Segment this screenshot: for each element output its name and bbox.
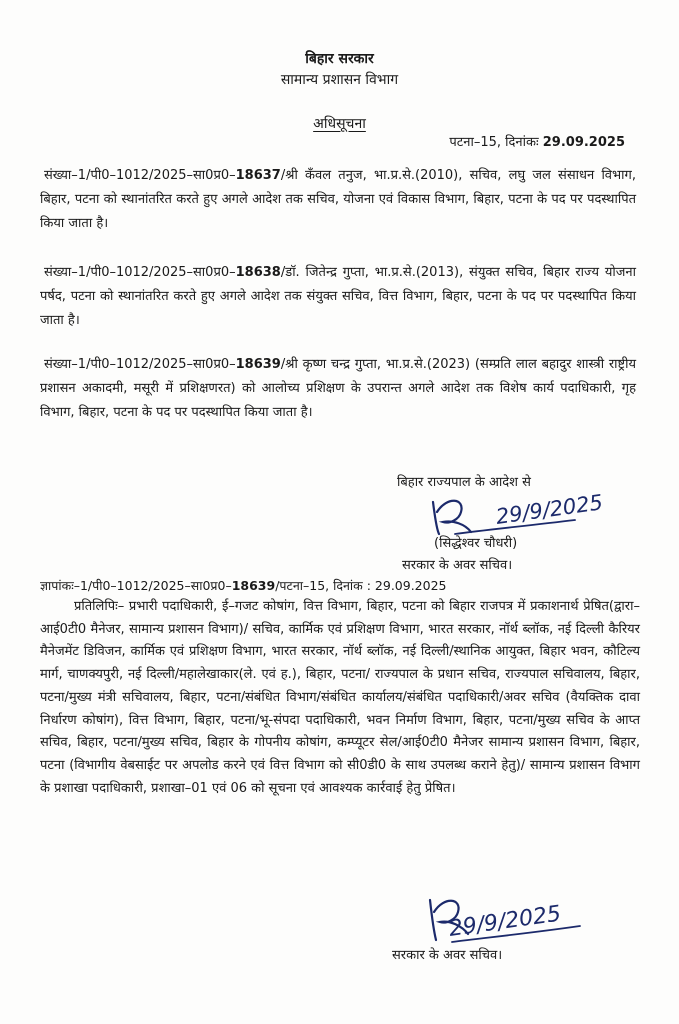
memo-suffix: /पटना–15, दिनांक : 29.09.2025 <box>275 578 447 593</box>
closing-designation: सरकार के अवर सचिव। <box>392 948 503 963</box>
handwritten-signature-2 <box>420 892 630 947</box>
dateline <box>449 132 625 150</box>
dateline-place: पटना–15, दिनांकः <box>449 135 539 150</box>
order-paragraph <box>40 261 636 333</box>
notification-title-text: अधिसूचना <box>313 116 366 132</box>
order-paragraph <box>40 353 636 425</box>
signer-name: (सिद्धेश्वर चौधरी) <box>434 536 518 551</box>
order-ref-prefix: संख्या–1/पी0–1012/2025–सा0प्र0– <box>44 357 236 372</box>
signature-1-date: 29/9/2025 <box>494 490 605 529</box>
memo-prefix: ज्ञापांकः–1/पी0–1012/2025–सा0प्र0– <box>40 578 232 593</box>
dateline-date: 29.09.2025 <box>542 135 625 150</box>
notification-title <box>0 114 679 133</box>
copy-distribution-list: प्रतिलिपिः– प्रभारी पदाधिकारी, ई–गजट कोषांग, वित्त विभाग, बिहार, पटना को बिहार राजपत्र में प्रकाशनार्थ प्रेषित(द्वारा–आई0टी0 मैनेजर, सामान्य प्रशासन विभाग)/ सचिव, कार्मिक एवं प्रशिक्षण विभाग, भारत सरकार, नॉर्थ ब्लॉक, नई दिल्ली कैरियर मैनेजमेंट डिविजन, कार्मिक एवं प्रशिक्षण विभाग, भारत सरकार, नॉर्थ ब्लॉक, नई दिल्ली/स्थानिक आयुक्त, बिहार भवन, कौटिल्य मार्ग, चाणक्यपुरी, नई दिल्ली/महालेखाकार(ले. एवं ह.), बिहार, पटना/ राज्यपाल के प्रधान सचिव, राज्यपाल सचिवालय, बिहार, पटना/मुख्य मंत्री सचिवालय, बिहार, पटना/संबंधित विभाग/संबंधित कार्यालय/संबंधित पदाधिकारी/अवर सचिव (वैयक्तिक दावा निर्धारण कोषांग), वित्त विभाग, बिहार, पटना/भू-संपदा पदाधिकारी, भवन निर्माण विभाग, बिहार, पटना/मुख्य सचिव के आप्त सचिव, बिहार, पटना/मुख्य सचिव, बिहार के गोपनीय कोषांग, कम्प्यूटर सेल/आई0टी0 मैनेजर सामान्य प्रशासन विभाग, बिहार, पटना (विभागीय वेबसाईट पर अपलोड करने एवं वित्त विभाग को सी0डी0 के साथ उपलब्ध कराने हेतु)/ सामान्य प्रशासन विभाग के प्रशाखा पदाधिकारी, प्रशाखा–01 एवं 06 को सूचना एवं आवश्यक कार्रवाई हेतु प्रेषित। <box>40 599 640 796</box>
department-name: सामान्य प्रशासन विभाग <box>280 72 399 88</box>
order-body: /श्री कँवल तनुज, भा.प्र.से.(2010), सचिव, लघु जल संसाधन विभाग, बिहार, पटना को स्थानांतरित करते हुए अगले आदेश तक सचिव, योजना एवं विकास विभाग, बिहार, पटना के पद पर पदस्थापित किया जाता है। <box>40 168 636 231</box>
order-ref-number: 18638 <box>235 265 281 280</box>
order-ref-prefix: संख्या–1/पी0–1012/2025–सा0प्र0– <box>44 265 236 280</box>
order-ref-prefix: संख्या–1/पी0–1012/2025–सा0प्र0– <box>44 168 236 183</box>
order-ref-number: 18637 <box>235 168 281 183</box>
governor-order-line: बिहार राज्यपाल के आदेश से <box>397 475 531 490</box>
order-paragraph <box>40 164 636 236</box>
order-ref-number: 18639 <box>235 357 281 372</box>
order-body: /श्री कृष्ण चन्द्र गुप्ता, भा.प्र.से.(2023) (सम्प्रति लाल बहादुर शास्त्री राष्ट्रीय प्रशासन अकादमी, मसूरी में प्रशिक्षणरत) को आलोच्य प्रशिक्षण के उपरान्त अगले आदेश तक विशेष कार्य पदाधिकारी, गृह विभाग, बिहार, पटना के पद पर पदस्थापित किया जाता है। <box>40 357 636 420</box>
signature-2-date: 29/9/2025 <box>447 901 563 942</box>
signer-designation: सरकार के अवर सचिव। <box>402 558 513 573</box>
memo-number: 18639 <box>231 578 276 593</box>
memo-reference <box>40 577 447 594</box>
order-body: /डॉ. जितेन्द्र गुप्ता, भा.प्र.से.(2013), संयुक्त सचिव, बिहार राज्य योजना पर्षद, पटना को स्थानांतरित करते हुए अगले आदेश तक संयुक्त सचिव, वित्त विभाग, बिहार, पटना के पद पर पदस्थापित किया जाता है। <box>40 265 636 328</box>
government-name: बिहार सरकार <box>305 51 374 67</box>
